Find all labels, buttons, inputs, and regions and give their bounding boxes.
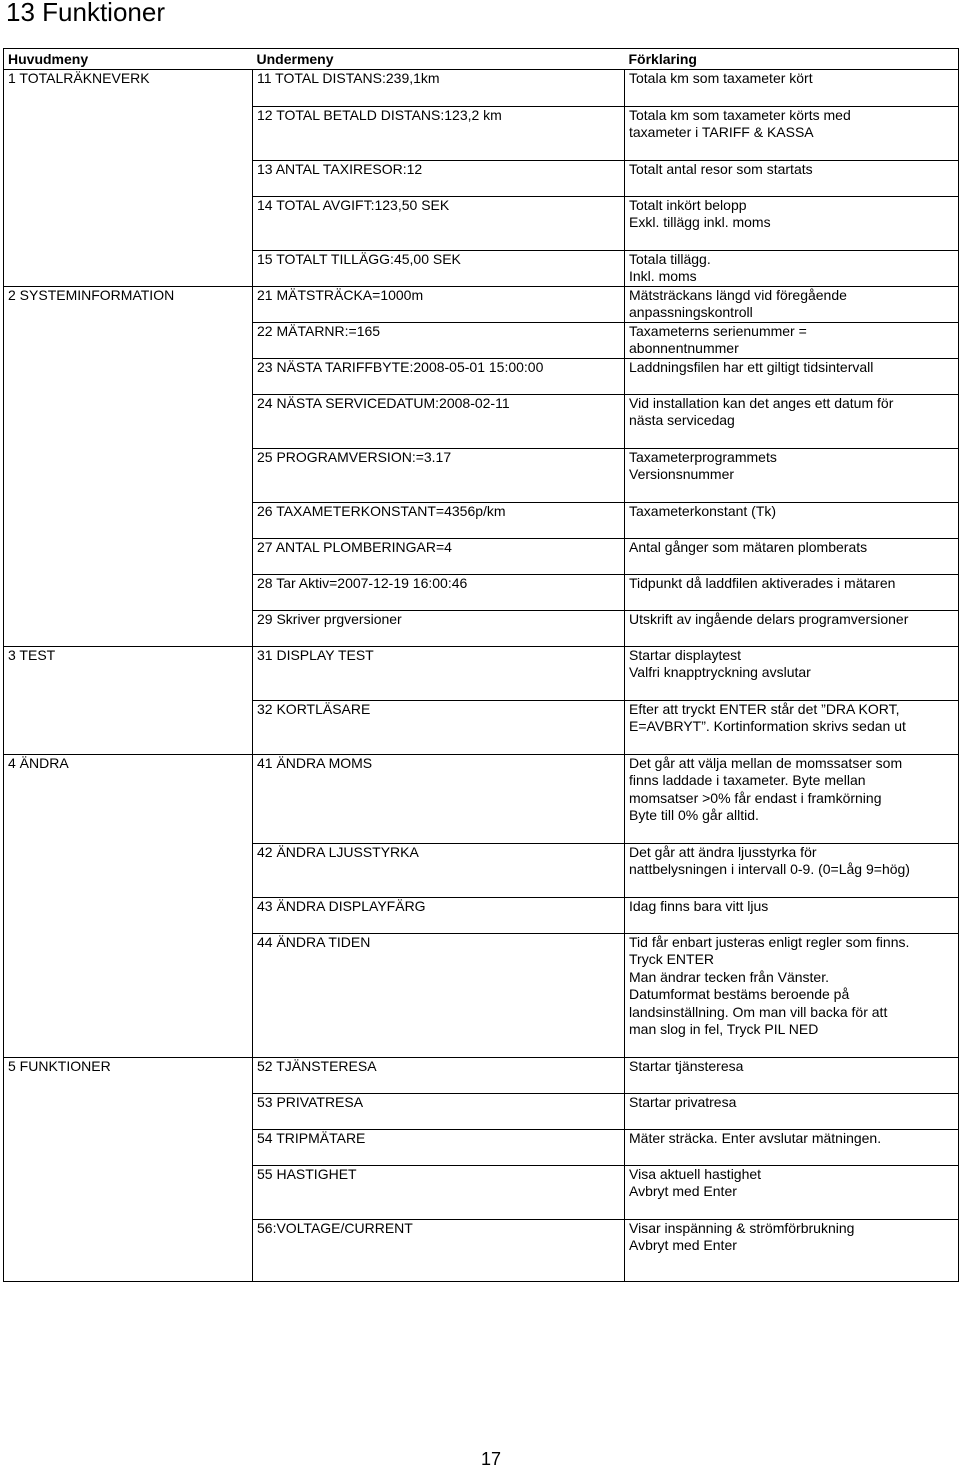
main-menu-cell xyxy=(4,843,253,897)
explanation-cell: Det går att ändra ljusstyrka för nattbelysningen i intervall 0-9. (0=Låg 9=hög) xyxy=(625,843,959,897)
page-title: 13 Funktioner xyxy=(6,0,165,27)
submenu-cell: 55 HASTIGHET xyxy=(253,1165,625,1219)
table-row xyxy=(4,1165,959,1219)
page-number: 17 xyxy=(480,1449,502,1469)
submenu-cell: 42 ÄNDRA LJUSSTYRKA xyxy=(253,843,625,897)
main-menu-cell xyxy=(4,394,253,448)
explanation-cell: Startar tjänsteresa xyxy=(625,1057,959,1093)
header-explanation: Förklaring xyxy=(625,49,959,70)
explanation-cell: Vid installation kan det anges ett datum för nästa servicedag xyxy=(625,394,959,448)
explanation-cell: Utskrift av ingående delars programversioner xyxy=(625,610,959,646)
main-menu-cell xyxy=(4,1219,253,1281)
main-menu-cell xyxy=(4,322,253,358)
main-menu-cell: 3 TEST xyxy=(4,646,253,700)
submenu-cell: 56:VOLTAGE/CURRENT xyxy=(253,1219,625,1281)
submenu-cell: 54 TRIPMÄTARE xyxy=(253,1129,625,1165)
main-menu-cell xyxy=(4,358,253,394)
submenu-cell: 22 MÄTARNR:=165 xyxy=(253,322,625,358)
explanation-cell: Totala km som taxameter kört xyxy=(625,69,959,106)
explanation-cell: Efter att tryckt ENTER står det ”DRA KORT, E=AVBRYT”. Kortinformation skrivs sedan ut xyxy=(625,700,959,754)
explanation-cell: Laddningsfilen har ett giltigt tidsintervall xyxy=(625,358,959,394)
submenu-cell: 29 Skriver prgversioner xyxy=(253,610,625,646)
explanation-cell: Visa aktuell hastighet Avbryt med Enter xyxy=(625,1165,959,1219)
explanation-cell: Tidpunkt då laddfilen aktiverades i mätaren xyxy=(625,574,959,610)
submenu-cell: 11 TOTAL DISTANS:239,1km xyxy=(253,69,625,106)
table-row xyxy=(4,1093,959,1129)
submenu-cell: 12 TOTAL BETALD DISTANS:123,2 km xyxy=(253,106,625,160)
explanation-cell: Totalt inkört belopp Exkl. tillägg inkl. moms xyxy=(625,196,959,250)
table-row xyxy=(4,69,959,106)
table-row xyxy=(4,1057,959,1093)
submenu-cell: 41 ÄNDRA MOMS xyxy=(253,754,625,843)
table-row xyxy=(4,394,959,448)
header-main-menu: Huvudmeny xyxy=(4,49,253,70)
table-row xyxy=(4,574,959,610)
table-row xyxy=(4,843,959,897)
header-submenu: Undermeny xyxy=(253,49,625,70)
explanation-cell: Taxameterprogrammets Versionsnummer xyxy=(625,448,959,502)
table-row xyxy=(4,646,959,700)
submenu-cell: 52 TJÄNSTERESA xyxy=(253,1057,625,1093)
table-row xyxy=(4,1219,959,1281)
main-menu-cell xyxy=(4,933,253,1057)
table-row xyxy=(4,106,959,160)
table-row xyxy=(4,700,959,754)
table-row xyxy=(4,502,959,538)
submenu-cell: 53 PRIVATRESA xyxy=(253,1093,625,1129)
table-row xyxy=(4,897,959,933)
submenu-cell: 23 NÄSTA TARIFFBYTE:2008-05-01 15:00:00 xyxy=(253,358,625,394)
table-row xyxy=(4,1129,959,1165)
table-row xyxy=(4,358,959,394)
explanation-cell: Visar inspänning & strömförbrukning Avbryt med Enter xyxy=(625,1219,959,1281)
main-menu-cell xyxy=(4,1093,253,1129)
explanation-cell: Antal gånger som mätaren plomberats xyxy=(625,538,959,574)
main-menu-cell xyxy=(4,610,253,646)
submenu-cell: 24 NÄSTA SERVICEDATUM:2008-02-11 xyxy=(253,394,625,448)
main-menu-cell xyxy=(4,574,253,610)
main-menu-cell xyxy=(4,196,253,250)
main-menu-cell xyxy=(4,1129,253,1165)
table-row xyxy=(4,448,959,502)
main-menu-cell: 4 ÄNDRA xyxy=(4,754,253,843)
table-row xyxy=(4,538,959,574)
submenu-cell: 13 ANTAL TAXIRESOR:12 xyxy=(253,160,625,196)
submenu-cell: 21 MÄTSTRÄCKA=1000m xyxy=(253,286,625,322)
table-row xyxy=(4,160,959,196)
submenu-cell: 44 ÄNDRA TIDEN xyxy=(253,933,625,1057)
explanation-cell: Taxameterns serienummer = abonnentnummer xyxy=(625,322,959,358)
table-row xyxy=(4,196,959,250)
explanation-cell: Totala km som taxameter körts med taxameter i TARIFF & KASSA xyxy=(625,106,959,160)
explanation-cell: Startar displaytest Valfri knapptryckning avslutar xyxy=(625,646,959,700)
submenu-cell: 14 TOTAL AVGIFT:123,50 SEK xyxy=(253,196,625,250)
main-menu-cell xyxy=(4,700,253,754)
submenu-cell: 28 Tar Aktiv=2007-12-19 16:00:46 xyxy=(253,574,625,610)
table-header-row xyxy=(4,49,959,70)
submenu-cell: 31 DISPLAY TEST xyxy=(253,646,625,700)
explanation-cell: Tid får enbart justeras enligt regler som finns. Tryck ENTER Man ändrar tecken från Vänster. Datumformat bestäms beroende på landsinställning. Om man vill backa för att man slog in fel, Tryck PIL NED xyxy=(625,933,959,1057)
explanation-cell: Det går att välja mellan de momssatser som finns laddade i taxameter. Byte mellan momsatser >0% får endast i framkörning Byte till 0% går alltid. xyxy=(625,754,959,843)
table-row xyxy=(4,610,959,646)
explanation-cell: Totala tillägg. Inkl. moms xyxy=(625,250,959,286)
explanation-cell: Totalt antal resor som startats xyxy=(625,160,959,196)
table-row xyxy=(4,933,959,1057)
submenu-cell: 25 PROGRAMVERSION:=3.17 xyxy=(253,448,625,502)
explanation-cell: Taxameterkonstant (Tk) xyxy=(625,502,959,538)
main-menu-cell: 1 TOTALRÄKNEVERK xyxy=(4,69,253,106)
main-menu-cell xyxy=(4,250,253,286)
explanation-cell: Mätsträckans längd vid föregående anpassningskontroll xyxy=(625,286,959,322)
functions-table xyxy=(3,48,959,1282)
main-menu-cell xyxy=(4,106,253,160)
main-menu-cell xyxy=(4,448,253,502)
main-menu-cell xyxy=(4,1165,253,1219)
submenu-cell: 15 TOTALT TILLÄGG:45,00 SEK xyxy=(253,250,625,286)
main-menu-cell xyxy=(4,160,253,196)
main-menu-cell xyxy=(4,538,253,574)
submenu-cell: 43 ÄNDRA DISPLAYFÄRG xyxy=(253,897,625,933)
submenu-cell: 27 ANTAL PLOMBERINGAR=4 xyxy=(253,538,625,574)
main-menu-cell: 5 FUNKTIONER xyxy=(4,1057,253,1093)
explanation-cell: Startar privatresa xyxy=(625,1093,959,1129)
submenu-cell: 26 TAXAMETERKONSTANT=4356p/km xyxy=(253,502,625,538)
explanation-cell: Idag finns bara vitt ljus xyxy=(625,897,959,933)
main-menu-cell: 2 SYSTEMINFORMATION xyxy=(4,286,253,322)
submenu-cell: 32 KORTLÄSARE xyxy=(253,700,625,754)
table-row xyxy=(4,286,959,322)
main-menu-cell xyxy=(4,502,253,538)
table-row xyxy=(4,322,959,358)
table-row xyxy=(4,250,959,286)
explanation-cell: Mäter sträcka. Enter avslutar mätningen. xyxy=(625,1129,959,1165)
table-row xyxy=(4,754,959,843)
main-menu-cell xyxy=(4,897,253,933)
